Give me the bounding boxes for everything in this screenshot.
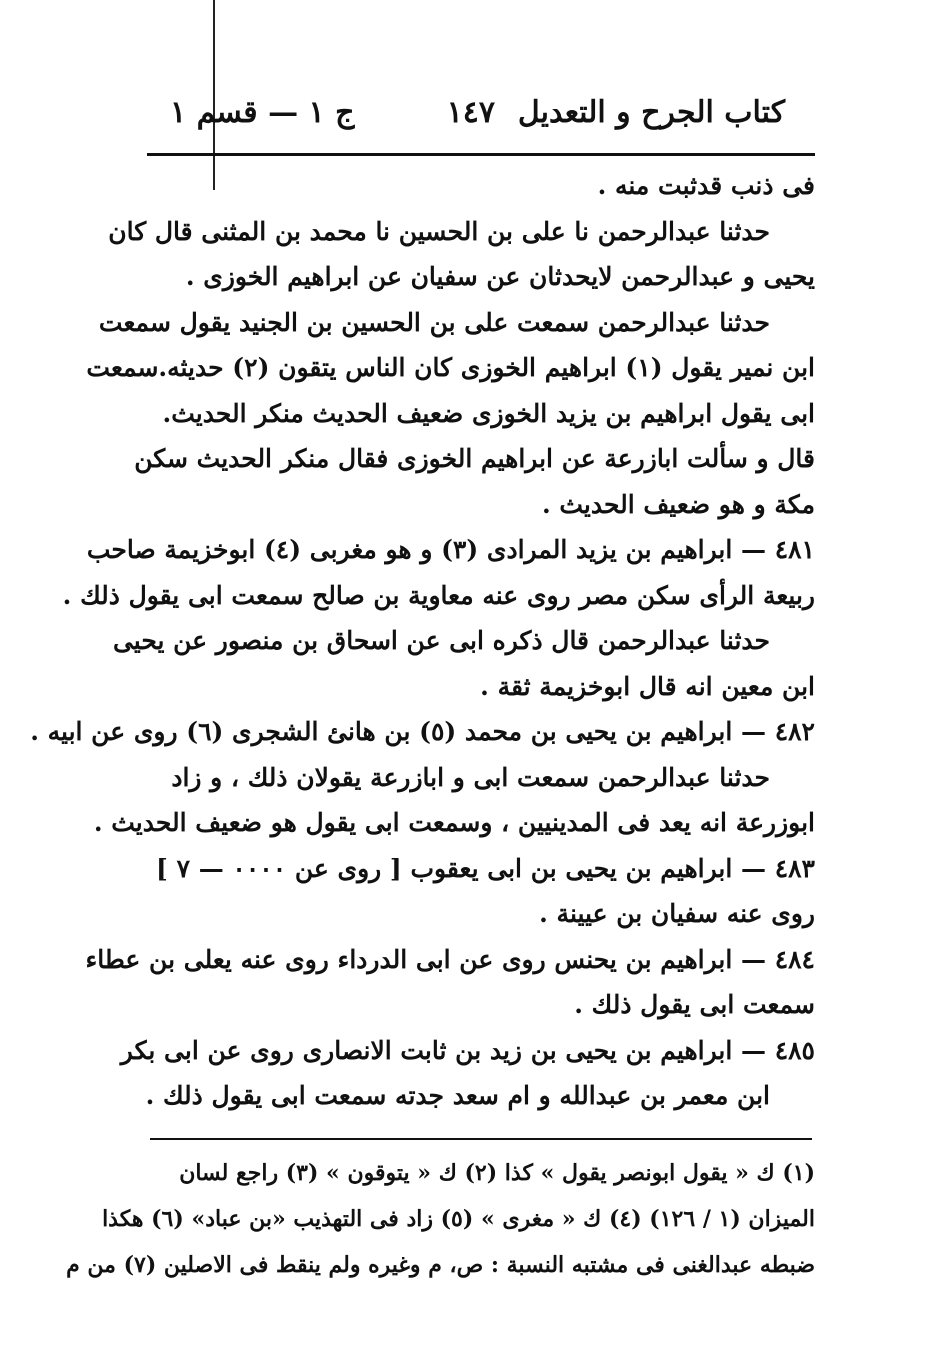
text-line: حدثنا عبدالرحمن نا على بن الحسين نا محمد بن المثنى قال كان xyxy=(108,216,770,246)
footnotes xyxy=(66,1150,815,1288)
text-line: فى ذنب قدثبت منه . xyxy=(597,171,815,200)
footnote-rule xyxy=(150,1138,812,1140)
text-line: ابى يقول ابراهيم بن يزيد الخوزى ضعيف الحديث منكر الحديث. xyxy=(162,398,815,428)
text-line: مكة و هو ضعيف الحديث . xyxy=(541,489,815,519)
text-line: سمعت ابى يقول ذلك . xyxy=(574,990,815,1019)
text-line: ابن معين انه قال ابوخزيمة ثقة . xyxy=(480,671,815,701)
text-line: ٤٨٣ — ابراهيم بن يحيى بن ابى يعقوب [ روى عن ٠٠٠٠ — ٧ ] xyxy=(156,853,815,883)
page-number: ١٤٧ xyxy=(446,95,495,130)
text-line: ابوزرعة انه يعد فى المدينيين ، وسمعت ابى يقول هو ضعيف الحديث . xyxy=(93,808,815,837)
text-line: روى عنه سفيان بن عيينة . xyxy=(539,899,815,928)
footnote-line: ضبطه عبدالغنى فى مشتبه النسبة : ص، م وغيره ولم ينقط فى الاصلين (٧) من م xyxy=(66,1252,815,1278)
footnote-line: (١) ك « يقول ابونصر يقول » كذا (٢) ك « يتوقون » (٣) راجع لسان xyxy=(179,1160,815,1186)
text-line: ٤٨٤ — ابراهيم بن يحنس روى عن ابى الدرداء روى عنه يعلى بن عطاء xyxy=(85,944,815,974)
text-line: ربيعة الرأى سكن مصر روى عنه معاوية بن صالح سمعت ابى يقول ذلك . xyxy=(62,580,815,610)
header-rule xyxy=(147,153,815,156)
text-line: ٤٨٢ — ابراهيم بن يحيى بن محمد (٥) بن هانئ الشجرى (٦) روى عن ابيه . xyxy=(30,717,815,746)
main-text xyxy=(30,163,815,1119)
book-title: كتاب الجرح و التعديل xyxy=(517,95,785,130)
volume-label: ج ١ — قسم ١ xyxy=(170,95,355,130)
page-header xyxy=(150,95,815,145)
text-line: حدثنا عبدالرحمن سمعت ابى و ابازرعة يقولان ذلك ، و زاد xyxy=(171,762,770,792)
text-line: حدثنا عبدالرحمن قال ذكره ابى عن اسحاق بن منصور عن يحيى xyxy=(112,626,770,655)
text-line: ٤٨٥ — ابراهيم بن يحيى بن زيد بن ثابت الانصارى روى عن ابى بكر xyxy=(120,1035,815,1065)
text-line: ابن معمر بن عبدالله و ام سعد جدته سمعت ابى يقول ذلك . xyxy=(145,1081,770,1110)
text-line: قال و سألت ابازرعة عن ابراهيم الخوزى فقال منكر الحديث سكن xyxy=(134,444,815,473)
text-line: ٤٨١ — ابراهيم بن يزيد المرادى (٣) و هو مغربى (٤) ابوخزيمة صاحب xyxy=(86,535,815,564)
text-line: يحيى و عبدالرحمن لايحدثان عن سفيان عن ابراهيم الخوزى . xyxy=(185,262,815,291)
footnote-line: الميزان (١ / ١٢٦) (٤) ك « مغرى » (٥) زاد فى التهذيب «بن عباد» (٦) هكذا xyxy=(102,1206,815,1232)
text-line: ابن نمير يقول (١) ابراهيم الخوزى كان الناس يتقون (٢) حديثه.سمعت xyxy=(86,353,815,382)
text-line: حدثنا عبدالرحمن سمعت على بن الحسين بن الجنيد يقول سمعت xyxy=(98,307,770,337)
